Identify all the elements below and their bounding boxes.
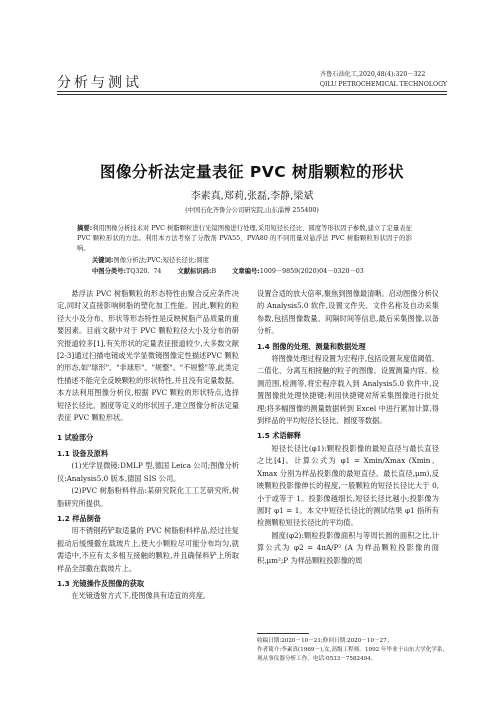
keywords-label: 关键词: [92,257,114,264]
section-heading-1-5: 1.5 术语解释 [257,431,301,441]
footnote-author-bio: 作者简介:李素真(1969－),女,高级工程师。1992 年毕业于山东大学化学系,现从事仪器分析工作。电话:0533－7582494。 [257,647,445,662]
doc-code-label: 文献标识码: [177,268,212,275]
article-number-label: 文章编号: [232,268,260,275]
keywords-text: 图像分析法;PVC;短径长径比;圆度 [113,257,209,264]
article-title: 图像分析法定量表征 PVC 树脂颗粒的形状 [99,163,405,181]
abstract-label: 摘要: [77,225,93,232]
journal-section-title: 分析与测试 [57,75,142,91]
body-left-column [57,288,239,603]
header-rule-thin [57,94,447,95]
section-heading-1-4: 1.4 图像的处理、测量和数据处理 [257,341,366,351]
journal-citation-block [320,70,447,90]
abstract [77,224,412,255]
clc-label: 中图分类号: [92,268,127,275]
paragraph-1-1a: (1)光学显微镜:DMLP 型,德国 Leica 公司;图像分析仪:Analysis5.0 版本,德国 SIS 公司。 [57,461,239,483]
doc-code-value: B [211,268,217,275]
journal-citation: 齐鲁石油化工,2020,48(4):320－322 [319,71,426,78]
paragraph-1-4: 将图像处理过程设置为宏程序,包括设置灰度值阈值、二值化、分离互相接触的粒子的图像、设置测量内容、检测范围,检测等,将宏程序载入到 Analysis5.0 软件中,设置图像批处理快捷键;利用快捷键对所采集图像进行批处理;将多幅图像的测量数据转到 Excel 中进行累加计算,得到样品的平均短径长径比、圆度等数据。 [257,354,439,426]
intro-paragraph: 悬浮法 PVC 树脂颗粒的形态特性由聚合反应条件决定,同时又直接影响树脂的塑化加工性能。因此,颗粒的粒径大小及分布、形状等形态特性是反映树脂产品质量的重要因素。目前文献中对于 PVC 颗粒粒径大小及分布的研究报道较多[1],有关形状的定量表征报道较少,大多数文献[2-3]通过扫描电镜或光学显微镜图像定性描述PVC 颗粒的形态,如"球形"、"非球形"、"规整"、"不规整"等,此类定性描述不能完全反映颗粒的形状特性,并且没有定量数据。本方法利用图像分析仪,根据 PVC 颗粒的形状特点,选择短径长径比、圆度等定义的形状因子,建立图像分析法定量表征 PVC 颗粒形状。 [57,289,239,423]
footnote [257,637,447,664]
section-heading-1-1: 1.1 设备及原料 [57,448,109,458]
section-heading-1: 1 试验部分 [57,433,94,443]
clc-value: TQ320. 74 [126,268,162,275]
abstract-text: 利用图像分析技术对 PVC 树脂颗粒进行光镜图像进行处理,采用短径长径比、圆度等形状因子参数,建立了定量表征 PVC 颗粒形状的方法。利用本方法考察了分散剂 PVA55、PVA80 的不同用量对悬浮法 PVC 树脂颗粒形状因子的影响。 [77,225,412,253]
paragraph-1-1b: (2)PVC 树脂粉料样品:某研究院化工工艺研究所,树脂研究所提供。 [57,486,239,508]
paragraph-1-3: 在光镜透射方式下,使图像具有适宜的亮度, [71,591,206,601]
paragraph-1-5b: 圆度(φ2):颗粒投影像面积与等周长圆的面积之比,计算公式为 φ2 = 4πA/P² (A 为样品颗粒投影像的面积,μm²;P 为样品颗粒投影像的周 [257,530,439,565]
section-heading-1-2: 1.2 样品制备 [57,513,101,523]
article-authors: 李素真,郑莉,张磊,李静,梁斌 [190,191,314,202]
body-right-column [257,288,439,567]
section-heading-1-3: 1.3 光镜操作及图像的获取 [57,578,145,588]
footnote-received-date: 收稿日期:2020－10－21;修回日期:2020－10－27。 [257,638,393,644]
paragraph-1-2: 用不锈钢药铲取适量的 PVC 树脂粉料样品,经过往复振动后缓慢撒在载玻片上,使大小颗粒尽可能分布均匀,就需适中,不应有太多相互接触的颗粒,并且确保料铲上所取样品全部撒在载玻片上。 [57,526,239,573]
paragraph-1-3-continued: 设置合适的放大倍率,聚焦到图像最清晰。启动图像分析仪的 Analysis5.0 软件,设置文件夹、文件名称及自动采集参数,包括图像数量、间隔时间等信息,最后采集图像,以备分析。 [257,289,439,336]
journal-english-name: QILU PETROCHEMICAL TECHNOLOGY [319,81,447,88]
footnote-rule [257,633,309,634]
article-identifiers [92,266,364,275]
header-rule-thick [57,91,447,92]
article-number-value: 1009－9859(2020)04－0320－03 [259,268,364,275]
article-affiliation: (中国石化齐鲁分公司研究院,山东淄博 255400) [185,207,319,214]
paragraph-1-5a: 短径长径比(φ1):颗粒投影像的最短直径与最长直径之比[4]。计算公式为 φ1 = Xmin/Xmax (Xmin、Xmax 分别为样品投影像的最短直径、最长直径,μm),反映颗粒投影像伸长的程度,一般颗粒的短径长径比大于 0,小于或等于 1。投影像越细长,短径长径比越小;投影像为圆时 φ1 = 1。本文中短径长径比的测试结果 φ1 指所有检测颗粒短径长径比的平均值。 [257,443,439,528]
keywords [92,255,209,264]
